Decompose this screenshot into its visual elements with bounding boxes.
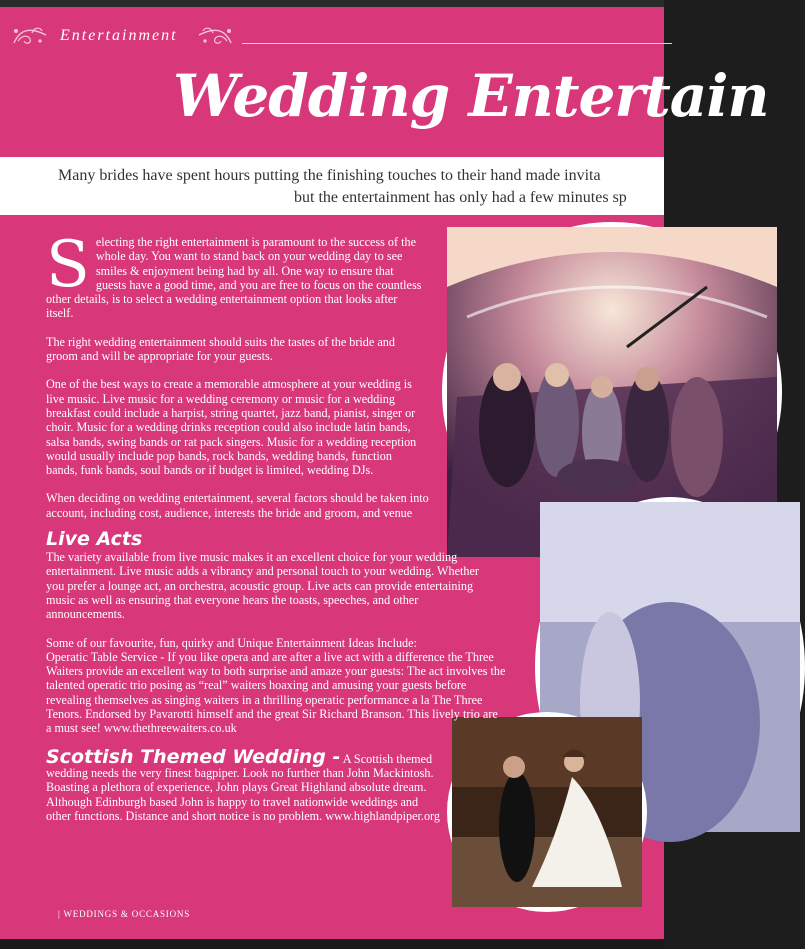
page-title: Wedding Entertain xyxy=(173,62,769,130)
live-acts-section xyxy=(46,528,486,621)
bottom-edge xyxy=(0,939,664,949)
flourish-ornament-right-icon xyxy=(195,23,235,49)
top-edge xyxy=(0,0,664,7)
scottish-section xyxy=(46,745,441,823)
lede-band xyxy=(0,157,664,215)
scottish-text: A Scottish themed wedding needs the very finest bagpiper. Look no further than John Mackintosh. Boasting a plethora of experience, John plays Great Highland absolute dream. Although Edinburgh based John is happy to travel nationwide weddings and other functions. Distance and short notice is no problem. www.highlandpiper.org xyxy=(46,751,440,823)
magazine-page xyxy=(0,7,769,939)
live-acts-heading: Live Acts xyxy=(46,528,143,551)
paragraph-3: When deciding on wedding entertainment, several factors should be taken into account, including cost, audience, interests the bride and groom, and venue xyxy=(46,491,429,520)
section-label: Entertainment xyxy=(60,27,178,44)
scottish-heading: Scottish Themed Wedding - xyxy=(46,745,341,768)
paragraph-1: The right wedding entertainment should suits the tastes of the bride and groom and will be appropriate for your guests. xyxy=(46,334,395,364)
article-body xyxy=(46,228,506,837)
intro-paragraph xyxy=(46,228,426,321)
paragraph-2: One of the best ways to create a memorable atmosphere at your wedding is live music. Live music for a wedding ceremony or music for a wedding breakfast could include a harpist, string quartet, jazz band, pianist, singer or choir. Music for a wedding drinks reception could also include latin bands, salsa bands, swing bands or rat pack singers. Music for a wedding reception would usually include pop bands, rock bands, wedding bands, function bands, funk bands, soul bands or if budget is limited, wedding DJs. xyxy=(46,377,417,478)
header-rule xyxy=(242,43,672,44)
intro-text: electing the right entertainment is paramount to the success of the whole day. You want to stand back on your wedding day to see smiles & enjoyment being had by all. One way to ensure that guests have a good time, and you are free to focus on the countless other details, is to select a wedding entertainment option that looks after itself. xyxy=(46,235,422,321)
flourish-ornament-left-icon xyxy=(10,23,50,49)
section-header xyxy=(10,21,664,51)
ideas-text: Operatic Table Service - If you like opera and are after a live act with a difference the Three Waiters provide an excellent way to both surprise and amaze your guests: The act involves the talented operatic trio posing as “real” waiters hoaxing and amusing your guests before revealing themselves as singing waiters in a thrilling operatic performance a la The Three Tenors. Endorsed by Pavarotti himself and the great Sir Richard Branson. This lively trio are a must see! www.thethreewaiters.co.uk xyxy=(46,649,506,736)
lede-line-2: but the entertainment has only had a few minutes sp xyxy=(294,189,627,206)
drop-cap: S xyxy=(46,228,90,302)
ideas-intro: Some of our favourite, fun, quirky and Unique Entertainment Ideas Include: xyxy=(46,635,417,650)
lede-line-1: Many brides have spent hours putting the finishing touches to their hand made invita xyxy=(58,167,601,184)
page-footer: | WEDDINGS & OCCASIONS xyxy=(58,909,190,919)
lede-text xyxy=(58,165,627,209)
live-acts-text: The variety available from live music makes it an excellent choice for your wedding entertainment. Live music adds a vibrancy and personal touch to your wedding. Whether you prefer a lounge act, an orchestra, acoustic group. Live acts can provide entertaining music as well as ensuring that everyone hears the toasts, speeches, and other announcements. xyxy=(46,550,479,622)
